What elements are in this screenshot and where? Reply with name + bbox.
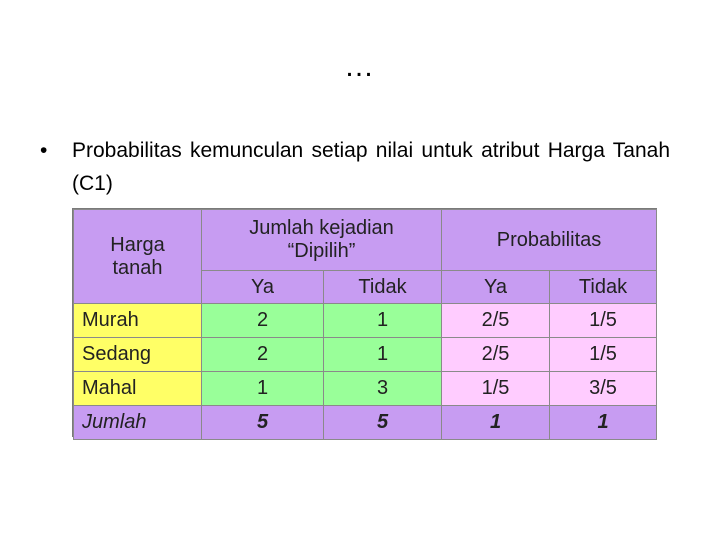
count-tidak: 1 [324, 338, 442, 372]
table-header-row [74, 210, 657, 271]
subheader-ya: Ya [202, 271, 324, 304]
count-ya: 2 [202, 304, 324, 338]
row-label: Murah [74, 304, 202, 338]
prob-ya: 2/5 [442, 304, 550, 338]
prob-tidak: 1/5 [550, 304, 657, 338]
slide-title: … [344, 50, 376, 83]
prob-ya: 2/5 [442, 338, 550, 372]
header-probability-group: Probabilitas [442, 210, 657, 271]
prob-ya: 1/5 [442, 372, 550, 406]
header-count-group: Jumlah kejadian “Dipilih” [202, 210, 442, 271]
count-tidak: 1 [324, 304, 442, 338]
total-tidak: 5 [324, 406, 442, 440]
row-label: Sedang [74, 338, 202, 372]
row-label: Mahal [74, 372, 202, 406]
count-tidak: 3 [324, 372, 442, 406]
probability-table [72, 208, 657, 437]
prob-tidak: 1/5 [550, 338, 657, 372]
bullet-symbol: • [40, 139, 48, 162]
table-total-row [74, 406, 657, 440]
count-ya: 2 [202, 338, 324, 372]
subheader-prob-ya: Ya [442, 271, 550, 304]
total-prob-tidak: 1 [550, 406, 657, 440]
total-ya: 5 [202, 406, 324, 440]
total-prob-ya: 1 [442, 406, 550, 440]
table-row [74, 304, 657, 338]
bullet-point [40, 134, 670, 200]
table-row [74, 372, 657, 406]
subheader-tidak: Tidak [324, 271, 442, 304]
subheader-prob-tidak: Tidak [550, 271, 657, 304]
table-row [74, 338, 657, 372]
prob-tidak: 3/5 [550, 372, 657, 406]
total-label: Jumlah [74, 406, 202, 440]
bullet-text: Probabilitas kemunculan setiap nilai untuk atribut Harga Tanah (C1) [72, 139, 670, 195]
header-attribute: Harga tanah [74, 210, 202, 304]
count-ya: 1 [202, 372, 324, 406]
